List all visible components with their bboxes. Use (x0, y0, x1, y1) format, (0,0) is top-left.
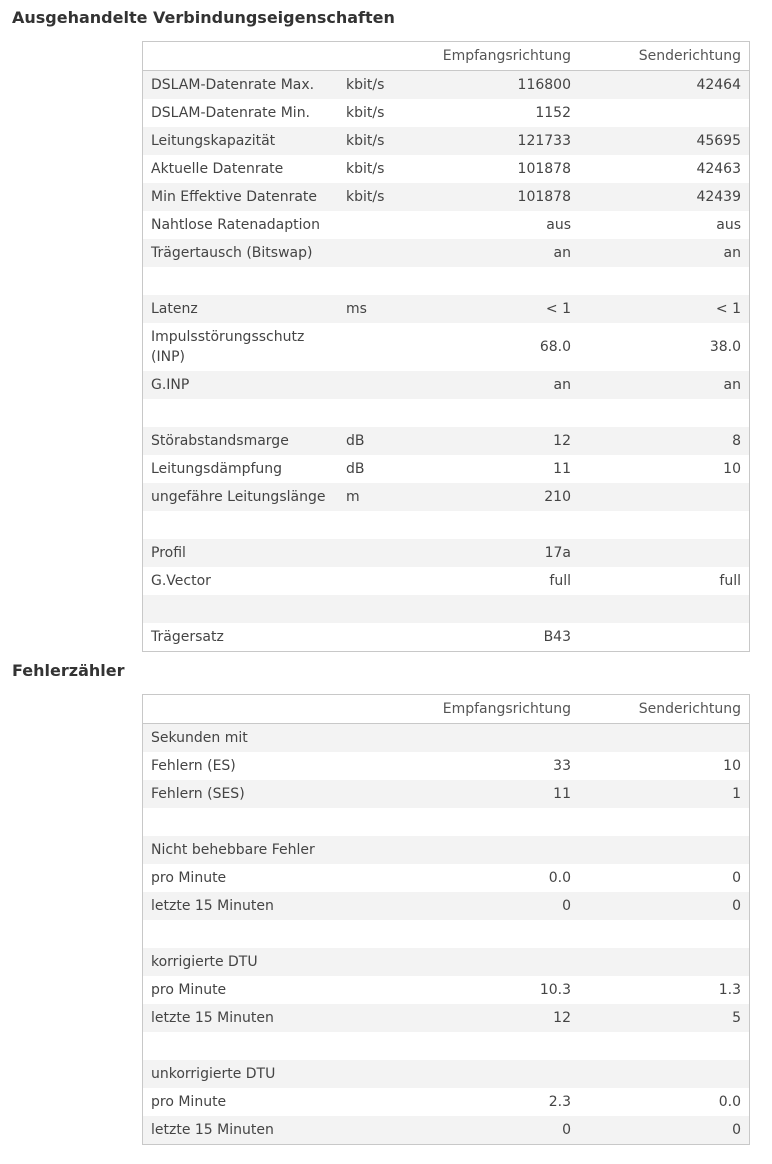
cell-receive: 116800 (517, 77, 571, 93)
table-row (143, 483, 749, 511)
cell-receive: 1152 (535, 105, 571, 121)
cell-label: unkorrigierte DTU (151, 1066, 276, 1082)
spacer-row (143, 1032, 749, 1060)
cell-send: 0.0 (718, 1094, 741, 1110)
cell-send: full (719, 573, 741, 589)
table-row (143, 295, 749, 323)
cell-send: 42464 (696, 77, 741, 93)
cell-label: ungefähre Leitungslänge (151, 489, 326, 505)
cell-label: Fehlern (SES) (151, 786, 245, 802)
table-row (143, 239, 749, 267)
section-title-connection: Ausgehandelte Verbindungseigenschaften (12, 8, 395, 27)
table-row (143, 976, 749, 1004)
cell-label: G.INP (151, 377, 190, 393)
cell-label: Trägertausch (Bitswap) (151, 245, 313, 261)
table-row (143, 155, 749, 183)
table-row (143, 183, 749, 211)
cell-send: 38.0 (709, 339, 741, 355)
cell-label: Nahtlose Ratenadaption (151, 217, 320, 233)
cell-unit: kbit/s (346, 105, 385, 121)
cell-receive: < 1 (545, 301, 571, 317)
cell-receive: 12 (553, 1010, 571, 1026)
cell-label: Leitungsdämpfung (151, 461, 283, 477)
table-row (143, 724, 749, 752)
cell-send: an (723, 377, 741, 393)
cell-send: 1 (732, 786, 741, 802)
cell-send: 5 (732, 1010, 741, 1026)
cell-label: Fehlern (ES) (151, 758, 236, 774)
cell-unit: kbit/s (346, 133, 385, 149)
spacer-row (143, 595, 749, 623)
cell-label: Trägersatz (151, 629, 224, 645)
cell-label: pro Minute (151, 1094, 227, 1110)
table-row (143, 1116, 749, 1144)
table-row (143, 1060, 749, 1088)
cell-label: Impulsstörungsschutz (INP) (151, 329, 305, 365)
cell-send: 0 (732, 870, 741, 886)
spacer-row (143, 511, 749, 539)
spacer-row (143, 808, 749, 836)
cell-receive: 210 (544, 489, 571, 505)
cell-label: letzte 15 Minuten (151, 898, 274, 914)
cell-send: 0 (732, 1122, 741, 1138)
table-header (143, 42, 749, 71)
error-counter-table (142, 694, 750, 1145)
cell-label: DSLAM-Datenrate Min. (151, 105, 311, 121)
cell-label: letzte 15 Minuten (151, 1122, 274, 1138)
cell-label: DSLAM-Datenrate Max. (151, 77, 315, 93)
table-row (143, 323, 749, 371)
table-body (143, 724, 749, 1144)
cell-receive: 0 (562, 898, 571, 914)
table-body (143, 71, 749, 651)
table-row (143, 567, 749, 595)
cell-receive: 12 (553, 433, 571, 449)
cell-send: 0 (732, 898, 741, 914)
cell-unit: kbit/s (346, 189, 385, 205)
cell-send: aus (716, 217, 741, 233)
header-send: Senderichtung (638, 48, 741, 64)
cell-receive: 33 (553, 758, 571, 774)
table-row (143, 948, 749, 976)
table-row (143, 539, 749, 567)
cell-receive: full (549, 573, 571, 589)
cell-receive: 0 (562, 1122, 571, 1138)
table-row (143, 211, 749, 239)
cell-receive: 17a (544, 545, 571, 561)
cell-unit: kbit/s (346, 77, 385, 93)
table-row (143, 71, 749, 99)
cell-label: Aktuelle Datenrate (151, 161, 284, 177)
header-receive: Empfangsrichtung (442, 701, 571, 717)
cell-send: 10 (723, 461, 741, 477)
cell-receive: 121733 (517, 133, 571, 149)
cell-receive: an (553, 377, 571, 393)
table-header (143, 695, 749, 724)
cell-send: 10 (723, 758, 741, 774)
table-row (143, 752, 749, 780)
cell-label: Profil (151, 545, 186, 561)
cell-receive: 10.3 (539, 982, 571, 998)
cell-receive: 101878 (517, 189, 571, 205)
cell-receive: 11 (553, 786, 571, 802)
connection-properties-table (142, 41, 750, 652)
cell-receive: 68.0 (539, 339, 571, 355)
cell-receive: 2.3 (548, 1094, 571, 1110)
table-row (143, 864, 749, 892)
cell-label: Leitungskapazität (151, 133, 276, 149)
table-row (143, 1004, 749, 1032)
cell-label: Störabstandsmarge (151, 433, 289, 449)
cell-send: 42463 (696, 161, 741, 177)
cell-send: an (723, 245, 741, 261)
cell-receive: an (553, 245, 571, 261)
cell-label: pro Minute (151, 870, 227, 886)
cell-unit: ms (346, 301, 367, 317)
table-row (143, 371, 749, 399)
cell-label: Latenz (151, 301, 198, 317)
table-row (143, 892, 749, 920)
cell-receive: B43 (543, 629, 571, 645)
cell-receive: aus (546, 217, 571, 233)
header-send: Senderichtung (638, 701, 741, 717)
cell-label: Min Effektive Datenrate (151, 189, 318, 205)
cell-unit: dB (346, 433, 365, 449)
cell-label: korrigierte DTU (151, 954, 258, 970)
cell-unit: m (346, 489, 360, 505)
cell-receive: 101878 (517, 161, 571, 177)
cell-unit: dB (346, 461, 365, 477)
spacer-row (143, 267, 749, 295)
spacer-row (143, 399, 749, 427)
spacer-row (143, 920, 749, 948)
table-row (143, 99, 749, 127)
cell-unit: kbit/s (346, 161, 385, 177)
section-title-errors: Fehlerzähler (12, 661, 125, 680)
table-row (143, 427, 749, 455)
cell-receive: 0.0 (548, 870, 571, 886)
table-row (143, 1088, 749, 1116)
cell-receive: 11 (553, 461, 571, 477)
table-row (143, 623, 749, 651)
cell-label: letzte 15 Minuten (151, 1010, 274, 1026)
cell-send: 8 (732, 433, 741, 449)
cell-send: < 1 (715, 301, 741, 317)
cell-label: Sekunden mit (151, 730, 248, 746)
cell-label: G.Vector (151, 573, 211, 589)
cell-send: 1.3 (718, 982, 741, 998)
table-row (143, 780, 749, 808)
table-row (143, 127, 749, 155)
cell-label: Nicht behebbare Fehler (151, 842, 315, 858)
table-row (143, 836, 749, 864)
header-receive: Empfangsrichtung (442, 48, 571, 64)
cell-send: 42439 (696, 189, 741, 205)
cell-send: 45695 (696, 133, 741, 149)
table-row (143, 455, 749, 483)
cell-label: pro Minute (151, 982, 227, 998)
